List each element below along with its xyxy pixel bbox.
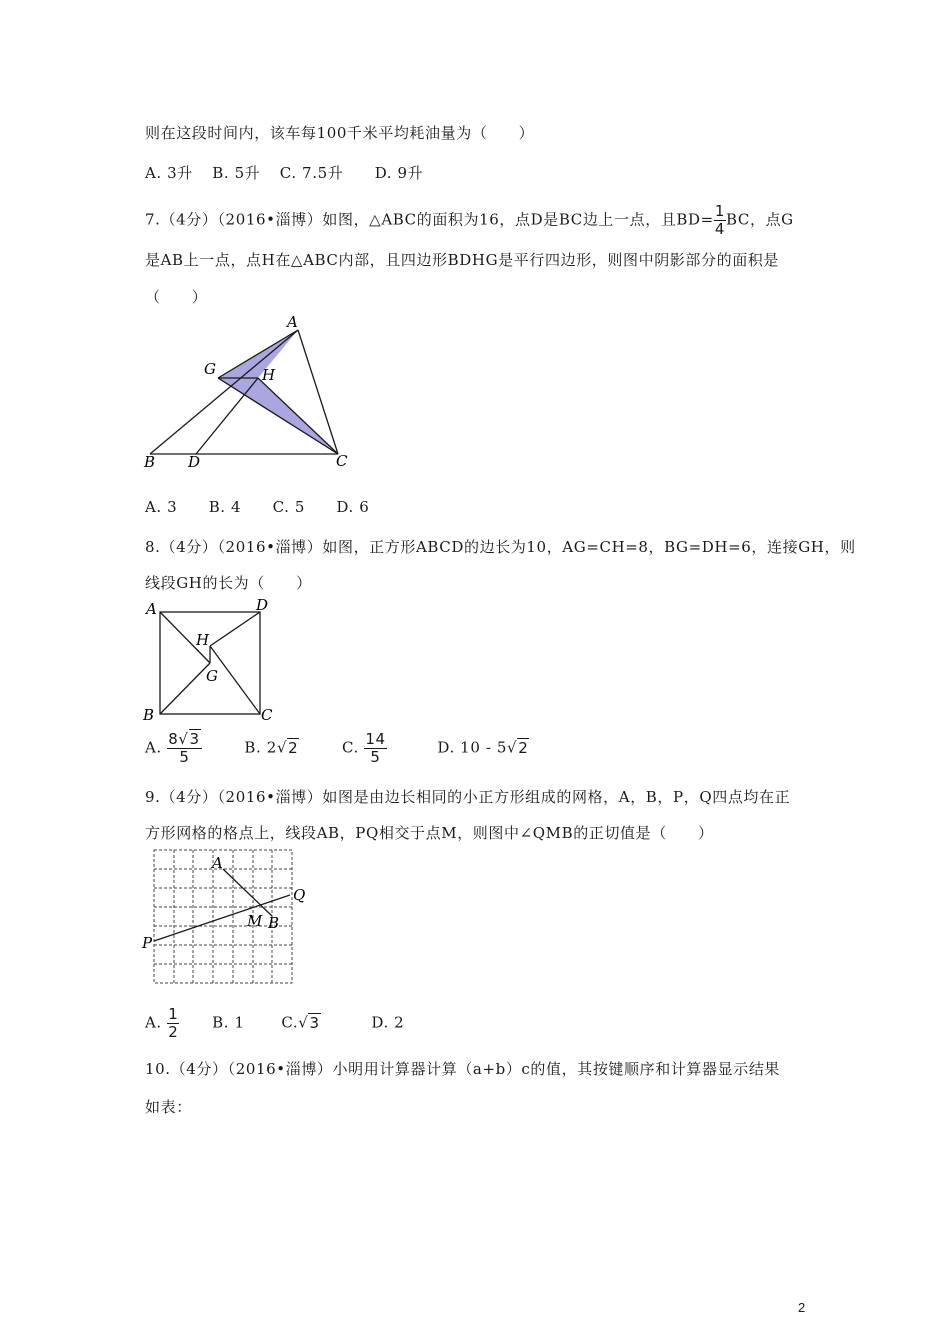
- q7-side-ab: [150, 330, 298, 454]
- q7-label-g: G: [204, 360, 216, 378]
- q8-segment-bg: [160, 663, 210, 714]
- q8-label-c: C: [261, 706, 273, 724]
- q7-option-a: A. 3: [145, 498, 178, 516]
- q8-option-a-denominator: 5: [179, 748, 190, 766]
- q7-frac-den: 4: [714, 220, 725, 238]
- q8-option-c-prefix: C.: [342, 738, 359, 757]
- q8-option-d-prefix: D. 10 - 5: [437, 738, 508, 757]
- q9-label-m: M: [247, 912, 263, 930]
- q7-segment-gc: [218, 378, 338, 454]
- q6-option-d: D. 9升: [374, 164, 424, 182]
- q6-option-b: B. 5升: [212, 164, 261, 182]
- q8-question-line2: 线段GH的长为（ ）: [145, 574, 312, 592]
- sqrt-icon: √: [178, 730, 189, 748]
- q10-question-line1: 10.（4分）（2016•淄博）小明用计算器计算（a+b）c的值，其按键顺序和计算器显示结果: [145, 1060, 781, 1078]
- q8-question-line1: 8.（4分）（2016•淄博）如图，正方形ABCD的边长为10，AG=CH=8，BG=DH=6，连接GH，则: [145, 538, 856, 556]
- q6-option-a: A. 3升: [145, 164, 193, 182]
- q8-options: [145, 731, 529, 766]
- sqrt-icon: √: [507, 738, 518, 757]
- q9-label-a: A: [212, 854, 223, 872]
- q10-question-line2: 如表：: [145, 1098, 192, 1116]
- q8-option-a-fraction: [167, 731, 201, 766]
- q9-label-p: P: [142, 934, 153, 952]
- q8-option-c-numerator: 14: [365, 730, 386, 748]
- sqrt-icon: √: [276, 738, 288, 757]
- q7-question-line2: 是AB上一点，点H在△ABC内部，且四边形BDHG是平行四边形，则图中阴影部分的面积是: [145, 251, 779, 269]
- q8-label-b: B: [143, 706, 155, 724]
- q9-question-line1: 9.（4分）（2016•淄博）如图是由边长相同的小正方形组成的网格，A，B，P，Q四点均在正: [145, 788, 791, 806]
- q6-question-tail: 则在这段时间内，该车每100千米平均耗油量为（ ）: [145, 124, 535, 142]
- q8-label-g: G: [206, 667, 218, 685]
- q8-label-a: A: [146, 600, 157, 618]
- q8-option-a-coef: 8: [168, 730, 179, 748]
- q8-option-c-denominator: 5: [370, 748, 381, 766]
- q9-options: [145, 1006, 404, 1041]
- q7-label-b: B: [144, 453, 156, 471]
- q8-label-h: H: [196, 631, 210, 649]
- q7-option-d: D. 6: [336, 498, 370, 516]
- q9-question-line2: 方形网格的格点上，线段AB，PQ相交于点M，则图中∠QMB的正切值是（ ）: [145, 824, 714, 842]
- q7-question-line3: （ ）: [145, 288, 208, 306]
- sqrt-icon: √: [298, 1013, 309, 1032]
- q8-option-b-prefix: B. 2: [244, 738, 277, 757]
- q7-option-b: B. 4: [208, 498, 242, 516]
- q9-option-c-radicand: 3: [309, 1013, 320, 1032]
- q8-option-a-numerator: [167, 731, 201, 749]
- q9-label-q: Q: [293, 886, 306, 904]
- q7-label-a: A: [287, 313, 298, 331]
- q8-figure: [138, 596, 278, 724]
- q8-label-d: D: [256, 596, 269, 614]
- q7-label-d: D: [188, 453, 201, 471]
- q7-label-h: H: [262, 366, 276, 384]
- q7-frac-num: 1: [714, 202, 725, 220]
- q7-question-line1: [145, 203, 794, 238]
- q9-option-a-fraction: [167, 1006, 179, 1041]
- q8-option-a-radicand: 3: [189, 730, 200, 748]
- q8-option-a-prefix: A.: [145, 738, 162, 757]
- q8-option-d-radicand: 2: [518, 738, 529, 757]
- q8-segment-dh: [210, 612, 260, 646]
- q9-option-a-numerator: 1: [168, 1005, 179, 1023]
- q9-option-c-prefix: C.: [281, 1013, 299, 1032]
- page-number: 2: [798, 1300, 806, 1315]
- q8-option-c-fraction: [364, 731, 386, 766]
- q9-option-d: D. 2: [371, 1013, 405, 1032]
- q7-label-c: C: [336, 452, 348, 470]
- q9-option-b: B. 1: [212, 1013, 245, 1032]
- q7-figure: [138, 312, 358, 472]
- q9-label-b: B: [268, 914, 280, 932]
- q9-option-a-denominator: 2: [168, 1023, 179, 1041]
- q6-option-c: C. 7.5升: [279, 164, 344, 182]
- q7-text-post: BC，点G: [726, 210, 794, 229]
- q6-options: [145, 162, 423, 183]
- q7-fraction: [714, 203, 726, 238]
- q9-option-a-prefix: A.: [145, 1013, 162, 1032]
- q7-text-pre: 7.（4分）（2016•淄博）如图，△ABC的面积为16，点D是BC边上一点，且BD=: [145, 210, 714, 229]
- q7-options: [145, 498, 369, 516]
- q7-option-c: C. 5: [272, 498, 306, 516]
- q9-figure: [140, 846, 320, 986]
- q8-option-b-radicand: 2: [288, 738, 299, 757]
